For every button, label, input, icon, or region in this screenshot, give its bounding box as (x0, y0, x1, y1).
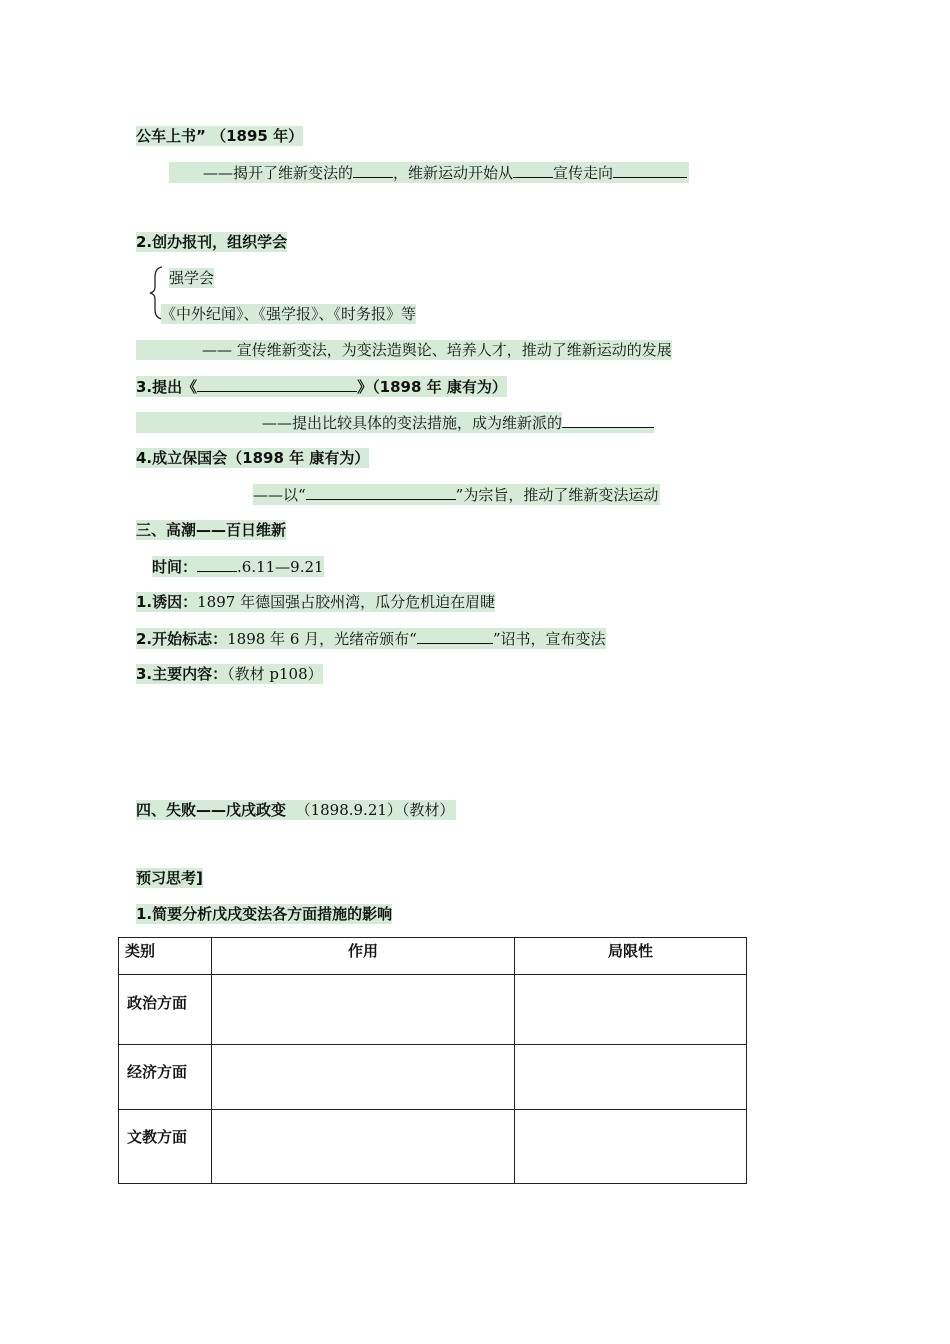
table-header-row (119, 938, 747, 975)
header-limitation: 局限性 (515, 938, 747, 975)
society-item: 强学会 (169, 269, 215, 287)
time-label: 时间： (152, 558, 198, 576)
label-text: 公车上书” (136, 127, 206, 145)
cause-text: 1897 年德国强占胶州湾，瓜分危机迫在眉睫 (197, 593, 496, 611)
title-post: 》（1898 年 康有为） (357, 378, 507, 396)
question-1-title: 1.简要分析戊戌变法各方面措施的影响 (136, 905, 393, 923)
desc-part-b: ，维新运动开始从 (393, 164, 514, 182)
desc-part-c: 宣传走向 (553, 164, 614, 182)
blank-field (562, 412, 654, 428)
cause-line (136, 592, 495, 612)
blank-field (613, 162, 687, 178)
row-label-culture-education: 文教方面 (119, 1110, 212, 1184)
heading-gongche-shangshu (136, 126, 303, 146)
heading-title: 四、失败——戊戌政变 (136, 801, 287, 819)
main-content-text: （教材 p108） (227, 665, 323, 683)
row-label-politics: 政治方面 (119, 975, 212, 1045)
section-three-heading: 三、高潮——百日维新 (136, 521, 287, 539)
heading-rest: （1898.9.21）（教材） (295, 801, 455, 819)
effect-cell[interactable] (212, 975, 515, 1045)
year-text: （1895 年） (211, 127, 304, 145)
limitation-cell[interactable] (515, 975, 747, 1045)
desc-part-a: ——提出比较具体的变法措施，成为维新派的 (262, 414, 563, 432)
main-content-label: 3.主要内容： (136, 665, 228, 683)
limitation-cell[interactable] (515, 1045, 747, 1110)
desc-part-b: ”为宗旨，推动了维新变法运动 (455, 486, 659, 504)
table-row (119, 1045, 747, 1110)
newspaper-list: 《中外纪闻》、《强学报》、《时务报》等 (161, 305, 417, 323)
blank-field (197, 556, 237, 572)
title-pre: 3.提出《 (136, 378, 198, 396)
preview-heading: 预习思考] (136, 869, 203, 887)
blank-field (513, 162, 553, 178)
blank-field (417, 628, 493, 644)
cause-label: 1.诱因： (136, 593, 198, 611)
blank-field (306, 484, 456, 500)
section-3-description (136, 412, 654, 433)
start-sign-line (136, 628, 606, 649)
table-row (119, 975, 747, 1045)
section-2-description: —— 宣传维新变法，为变法造舆论、培养人才，推动了维新运动的发展 (136, 340, 672, 360)
blank-field (197, 376, 357, 392)
section-4-title: 4.成立保国会（1898 年 康有为） (136, 449, 370, 467)
section-3-title (136, 376, 507, 397)
start-sign-part-a: 1898 年 6 月，光绪帝颁布“ (227, 630, 417, 648)
header-effect: 作用 (212, 938, 515, 975)
blank-field (353, 162, 393, 178)
effect-cell[interactable] (212, 1045, 515, 1110)
section-four-heading (136, 800, 456, 820)
gongche-description (169, 162, 689, 183)
start-sign-part-b: ”诏书，宣布变法 (492, 630, 606, 648)
header-category: 类别 (119, 938, 212, 975)
section-2-title: 2.创办报刊，组织学会 (136, 233, 288, 251)
effect-cell[interactable] (212, 1110, 515, 1184)
time-range: .6.11—9.21 (237, 558, 324, 576)
section-4-description (253, 484, 660, 505)
desc-part-a: ——以“ (253, 486, 306, 504)
impact-table (118, 937, 747, 1184)
time-line (152, 556, 324, 577)
table-row (119, 1110, 747, 1184)
limitation-cell[interactable] (515, 1110, 747, 1184)
main-content-line (136, 664, 323, 684)
desc-part-a: ——揭开了维新变法的 (203, 164, 354, 182)
start-sign-label: 2.开始标志： (136, 630, 228, 648)
row-label-economy: 经济方面 (119, 1045, 212, 1110)
